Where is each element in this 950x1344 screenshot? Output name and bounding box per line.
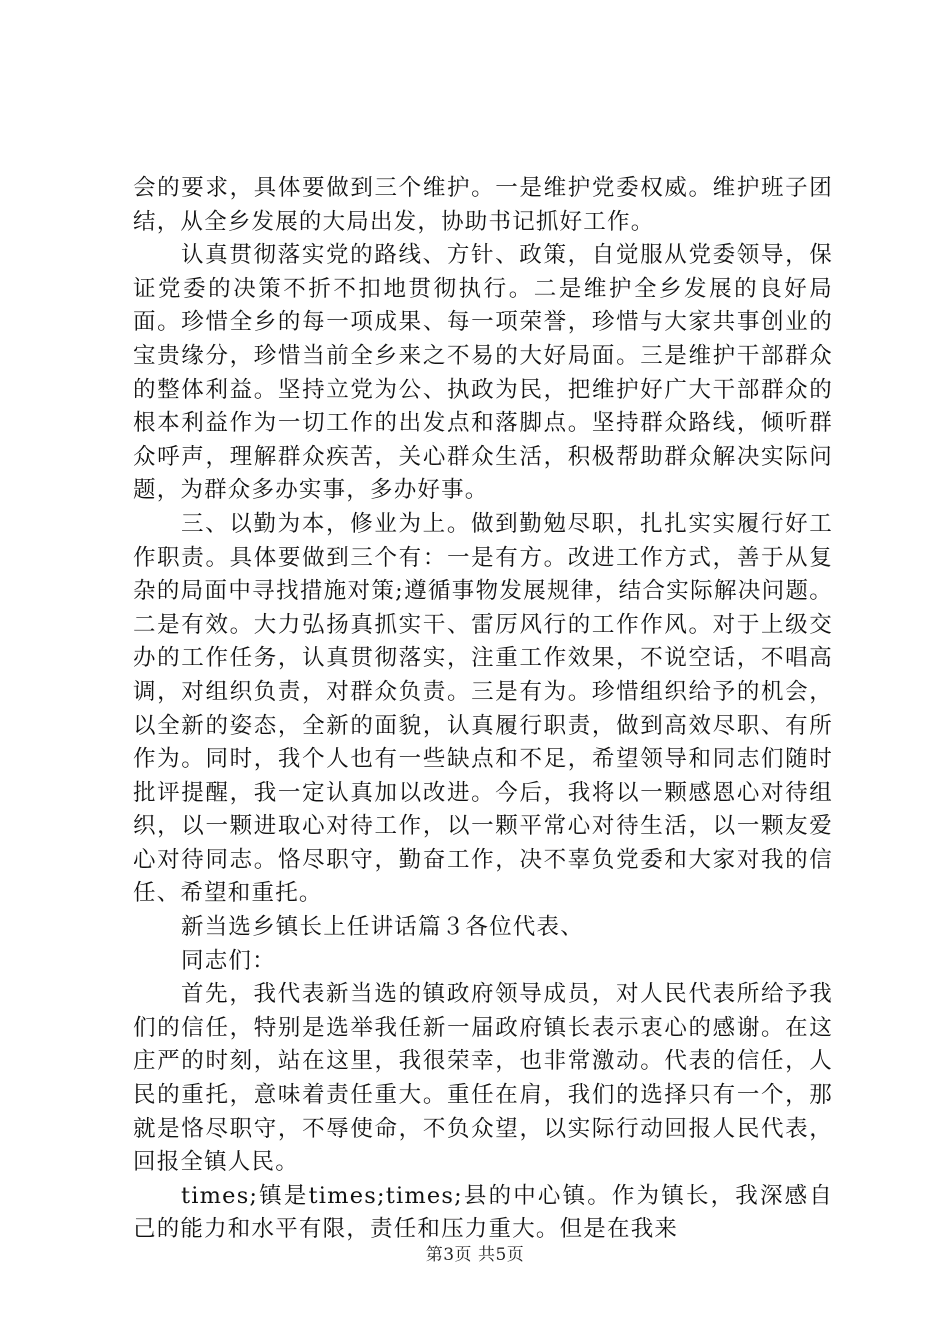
paragraph-3: 三、以勤为本，修业为上。做到勤勉尽职，扎扎实实履行好工作职责。具体要做到三个有：一是有方。改进工作方式，善于从复杂的局面中寻找措施对策;遵循事物发展规律，结合实际解决问题。二是有效。大力弘扬真抓实干、雷厉风行的工作作风。对于上级交办的工作任务，认真贯彻落实，注重工作效果，不说空话，不唱高调，对组织负责，对群众负责。三是有为。珍惜组织给予的机会，以全新的姿态，全新的面貌，认真履行职责，做到高效尽职、有所作为。同时，我个人也有一些缺点和不足，希望领导和同志们随时批评提醒，我一定认真加以改进。今后，我将以一颗感恩心对待组织，以一颗进取心对待工作，以一颗平常心对待生活，以一颗友爱心对待同志。恪尽职守，勤奋工作，决不辜负党委和大家对我的信任、希望和重托。 (133, 510, 833, 907)
paragraph-6: 首先，我代表新当选的镇政府领导成员，对人民代表所给予我们的信任，特别是选举我任新一届政府镇长表示衷心的感谢。在这庄严的时刻，站在这里，我很荣幸，也非常激动。代表的信任，人民的重托，意味着责任重大。重任在肩，我们的选择只有一个，那就是恪尽职守，不辱使命，不负众望，以实际行动回报人民代表，回报全镇人民。 (133, 981, 833, 1176)
page-number-footer: 第3页 共5页 (425, 1245, 525, 1265)
paragraph-4-heading: 新当选乡镇长上任讲话篇３各位代表、 (181, 914, 584, 941)
paragraph-1: 会的要求，具体要做到三个维护。一是维护党委权威。维护班子团结，从全乡发展的大局出发，协助书记抓好工作。 (133, 175, 833, 235)
paragraph-2: 认真贯彻落实党的路线、方针、政策，自觉服从党委领导，保证党委的决策不折不扣地贯彻执行。二是维护全乡发展的良好局面。珍惜全乡的每一项成果、每一项荣誉，珍惜与大家共事创业的宝贵缘分，珍惜当前全乡来之不易的大好局面。三是维护干部群众的整体利益。坚持立党为公、执政为民，把维护好广大干部群众的根本利益作为一切工作的出发点和落脚点。坚持群众路线，倾听群众呼声，理解群众疾苦，关心群众生活，积极帮助群众解决实际问题，为群众多办实事，多办好事。 (133, 242, 833, 504)
paragraph-5-salutation: 同志们： (181, 947, 276, 974)
paragraph-7: times;镇是times;times;县的中心镇。作为镇长，我深感自己的能力和水平有限，责任和压力重大。但是在我来 (133, 1182, 833, 1243)
document-body (133, 172, 833, 1247)
